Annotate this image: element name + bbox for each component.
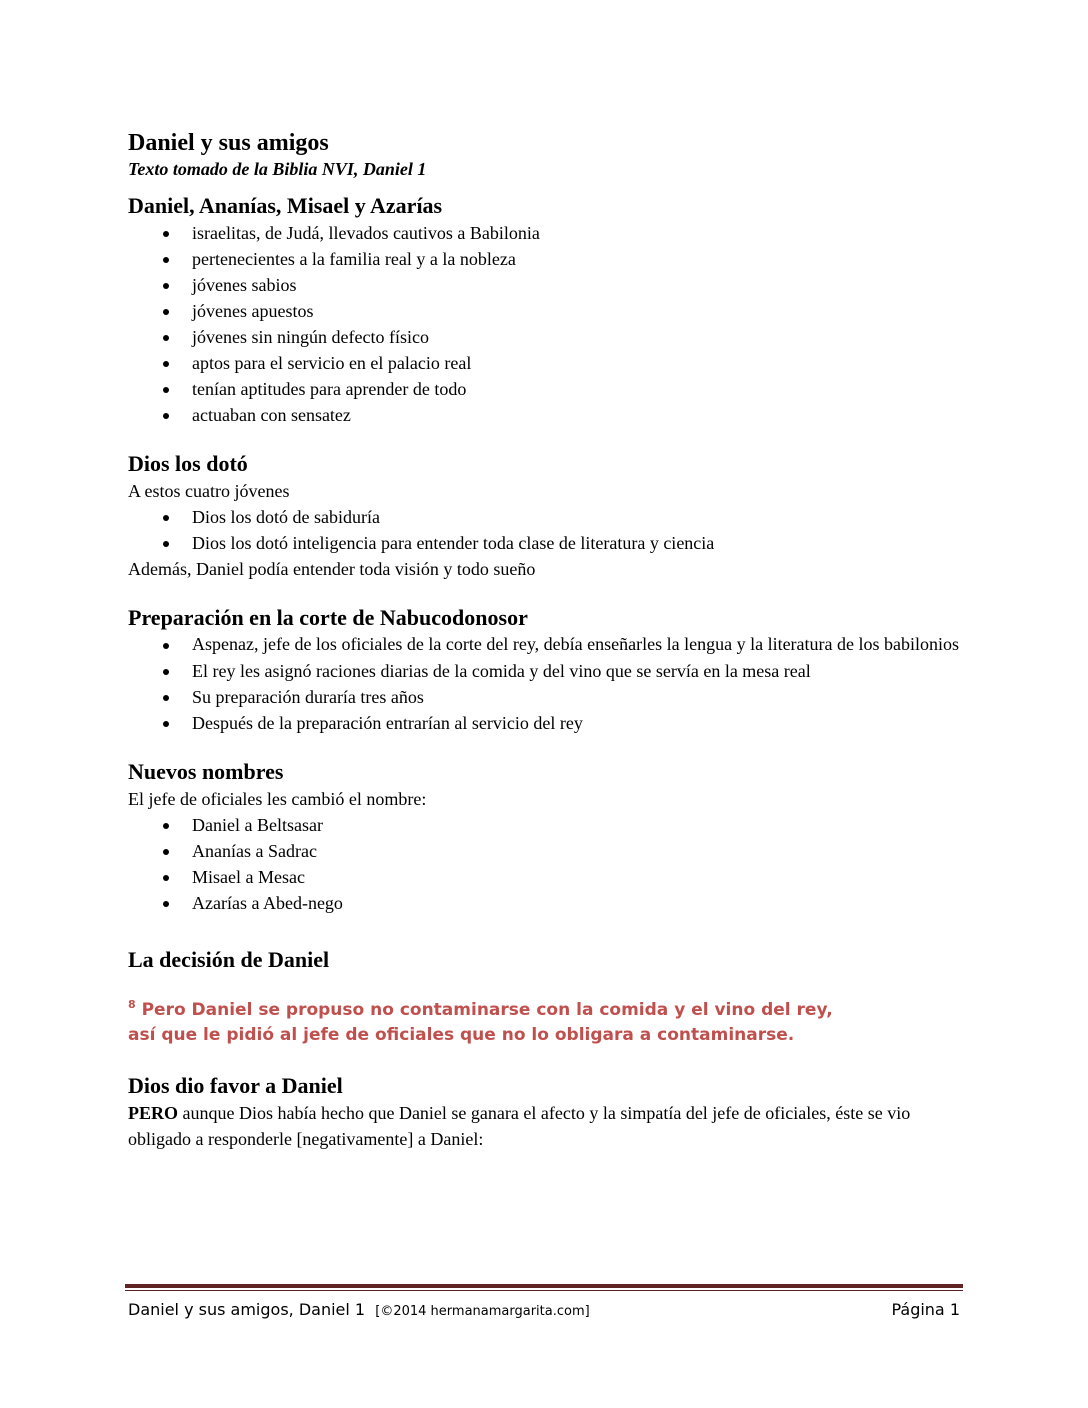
section-heading: Dios dio favor a Daniel <box>128 1073 343 1098</box>
list-item: Azarías a Abed-nego <box>192 890 963 916</box>
document-title: Daniel y sus amigos <box>128 130 329 156</box>
bible-verse <box>128 992 963 1048</box>
section-preparation <box>128 604 963 736</box>
page-number: Página 1 <box>891 1300 960 1319</box>
list-item: Daniel a Beltsasar <box>192 812 963 838</box>
section-favor <box>128 1072 963 1152</box>
bullet-list <box>128 220 963 428</box>
verse-line-2: así que le pidió al jefe de oficiales que no lo obligara a contaminarse. <box>128 1025 795 1045</box>
list-item: aptos para el servicio en el palacio real <box>192 350 963 376</box>
verse-number: 8 <box>128 998 136 1011</box>
document-page <box>128 128 963 1152</box>
list-item: Dios los dotó de sabiduría <box>192 504 963 530</box>
section-outro: Además, Daniel podía entender toda visión y todo sueño <box>128 559 536 579</box>
list-item: pertenecientes a la familia real y a la nobleza <box>192 246 963 272</box>
list-item: Dios los dotó inteligencia para entender toda clase de literatura y ciencia <box>192 530 963 556</box>
list-item: tenían aptitudes para aprender de todo <box>192 376 963 402</box>
bullet-list <box>128 632 963 736</box>
list-item: El rey les asignó raciones diarias de la comida y del vino que se servía en la mesa real <box>192 658 963 684</box>
footer-title: Daniel y sus amigos, Daniel 1 <box>128 1300 366 1319</box>
bullet-list <box>128 812 963 916</box>
section-gifts <box>128 450 963 582</box>
list-item: israelitas, de Judá, llevados cautivos a Babilonia <box>192 220 963 246</box>
list-item: Ananías a Sadrac <box>192 838 963 864</box>
section-intro: A estos cuatro jóvenes <box>128 481 290 501</box>
footer-left <box>128 1296 590 1326</box>
list-item: Su preparación duraría tres años <box>192 684 963 710</box>
footer-rule-thin <box>125 1290 963 1291</box>
section-heading: Nuevos nombres <box>128 759 284 784</box>
list-item: Misael a Mesac <box>192 864 963 890</box>
bullet-list <box>128 504 963 556</box>
list-item: jóvenes sabios <box>192 272 963 298</box>
section-decision <box>128 946 963 1048</box>
body-text: aunque Dios había hecho que Daniel se ganara el afecto y la simpatía del jefe de oficiales, éste se vio obligado a responderle [negativamente] a Daniel: <box>128 1103 911 1149</box>
list-item: Después de la preparación entrarían al servicio del rey <box>192 710 963 736</box>
section-body <box>128 1100 963 1152</box>
page-footer <box>128 1296 960 1324</box>
section-new-names <box>128 758 963 916</box>
list-item: Aspenaz, jefe de los oficiales de la corte del rey, debía enseñarles la lengua y la literatura de los babilonios <box>192 632 963 658</box>
list-item: actuaban con sensatez <box>192 402 963 428</box>
section-friends <box>128 192 963 428</box>
section-heading: Daniel, Ananías, Misael y Azarías <box>128 193 443 218</box>
section-heading: Dios los dotó <box>128 451 248 476</box>
section-heading: La decisión de Daniel <box>128 947 330 972</box>
section-heading: Preparación en la corte de Nabucodonosor <box>128 605 528 630</box>
section-intro: El jefe de oficiales les cambió el nombre: <box>128 789 427 809</box>
list-item: jóvenes apuestos <box>192 298 963 324</box>
footer-rule <box>125 1284 963 1288</box>
verse-line-1: Pero Daniel se propuso no contaminarse con la comida y el vino del rey, <box>141 1000 833 1020</box>
footer-copyright: [©2014 hermanamargarita.com] <box>375 1304 590 1319</box>
lead-bold-word: PERO <box>128 1103 179 1123</box>
document-subtitle: Texto tomado de la Biblia NVI, Daniel 1 <box>128 159 427 179</box>
list-item: jóvenes sin ningún defecto físico <box>192 324 963 350</box>
